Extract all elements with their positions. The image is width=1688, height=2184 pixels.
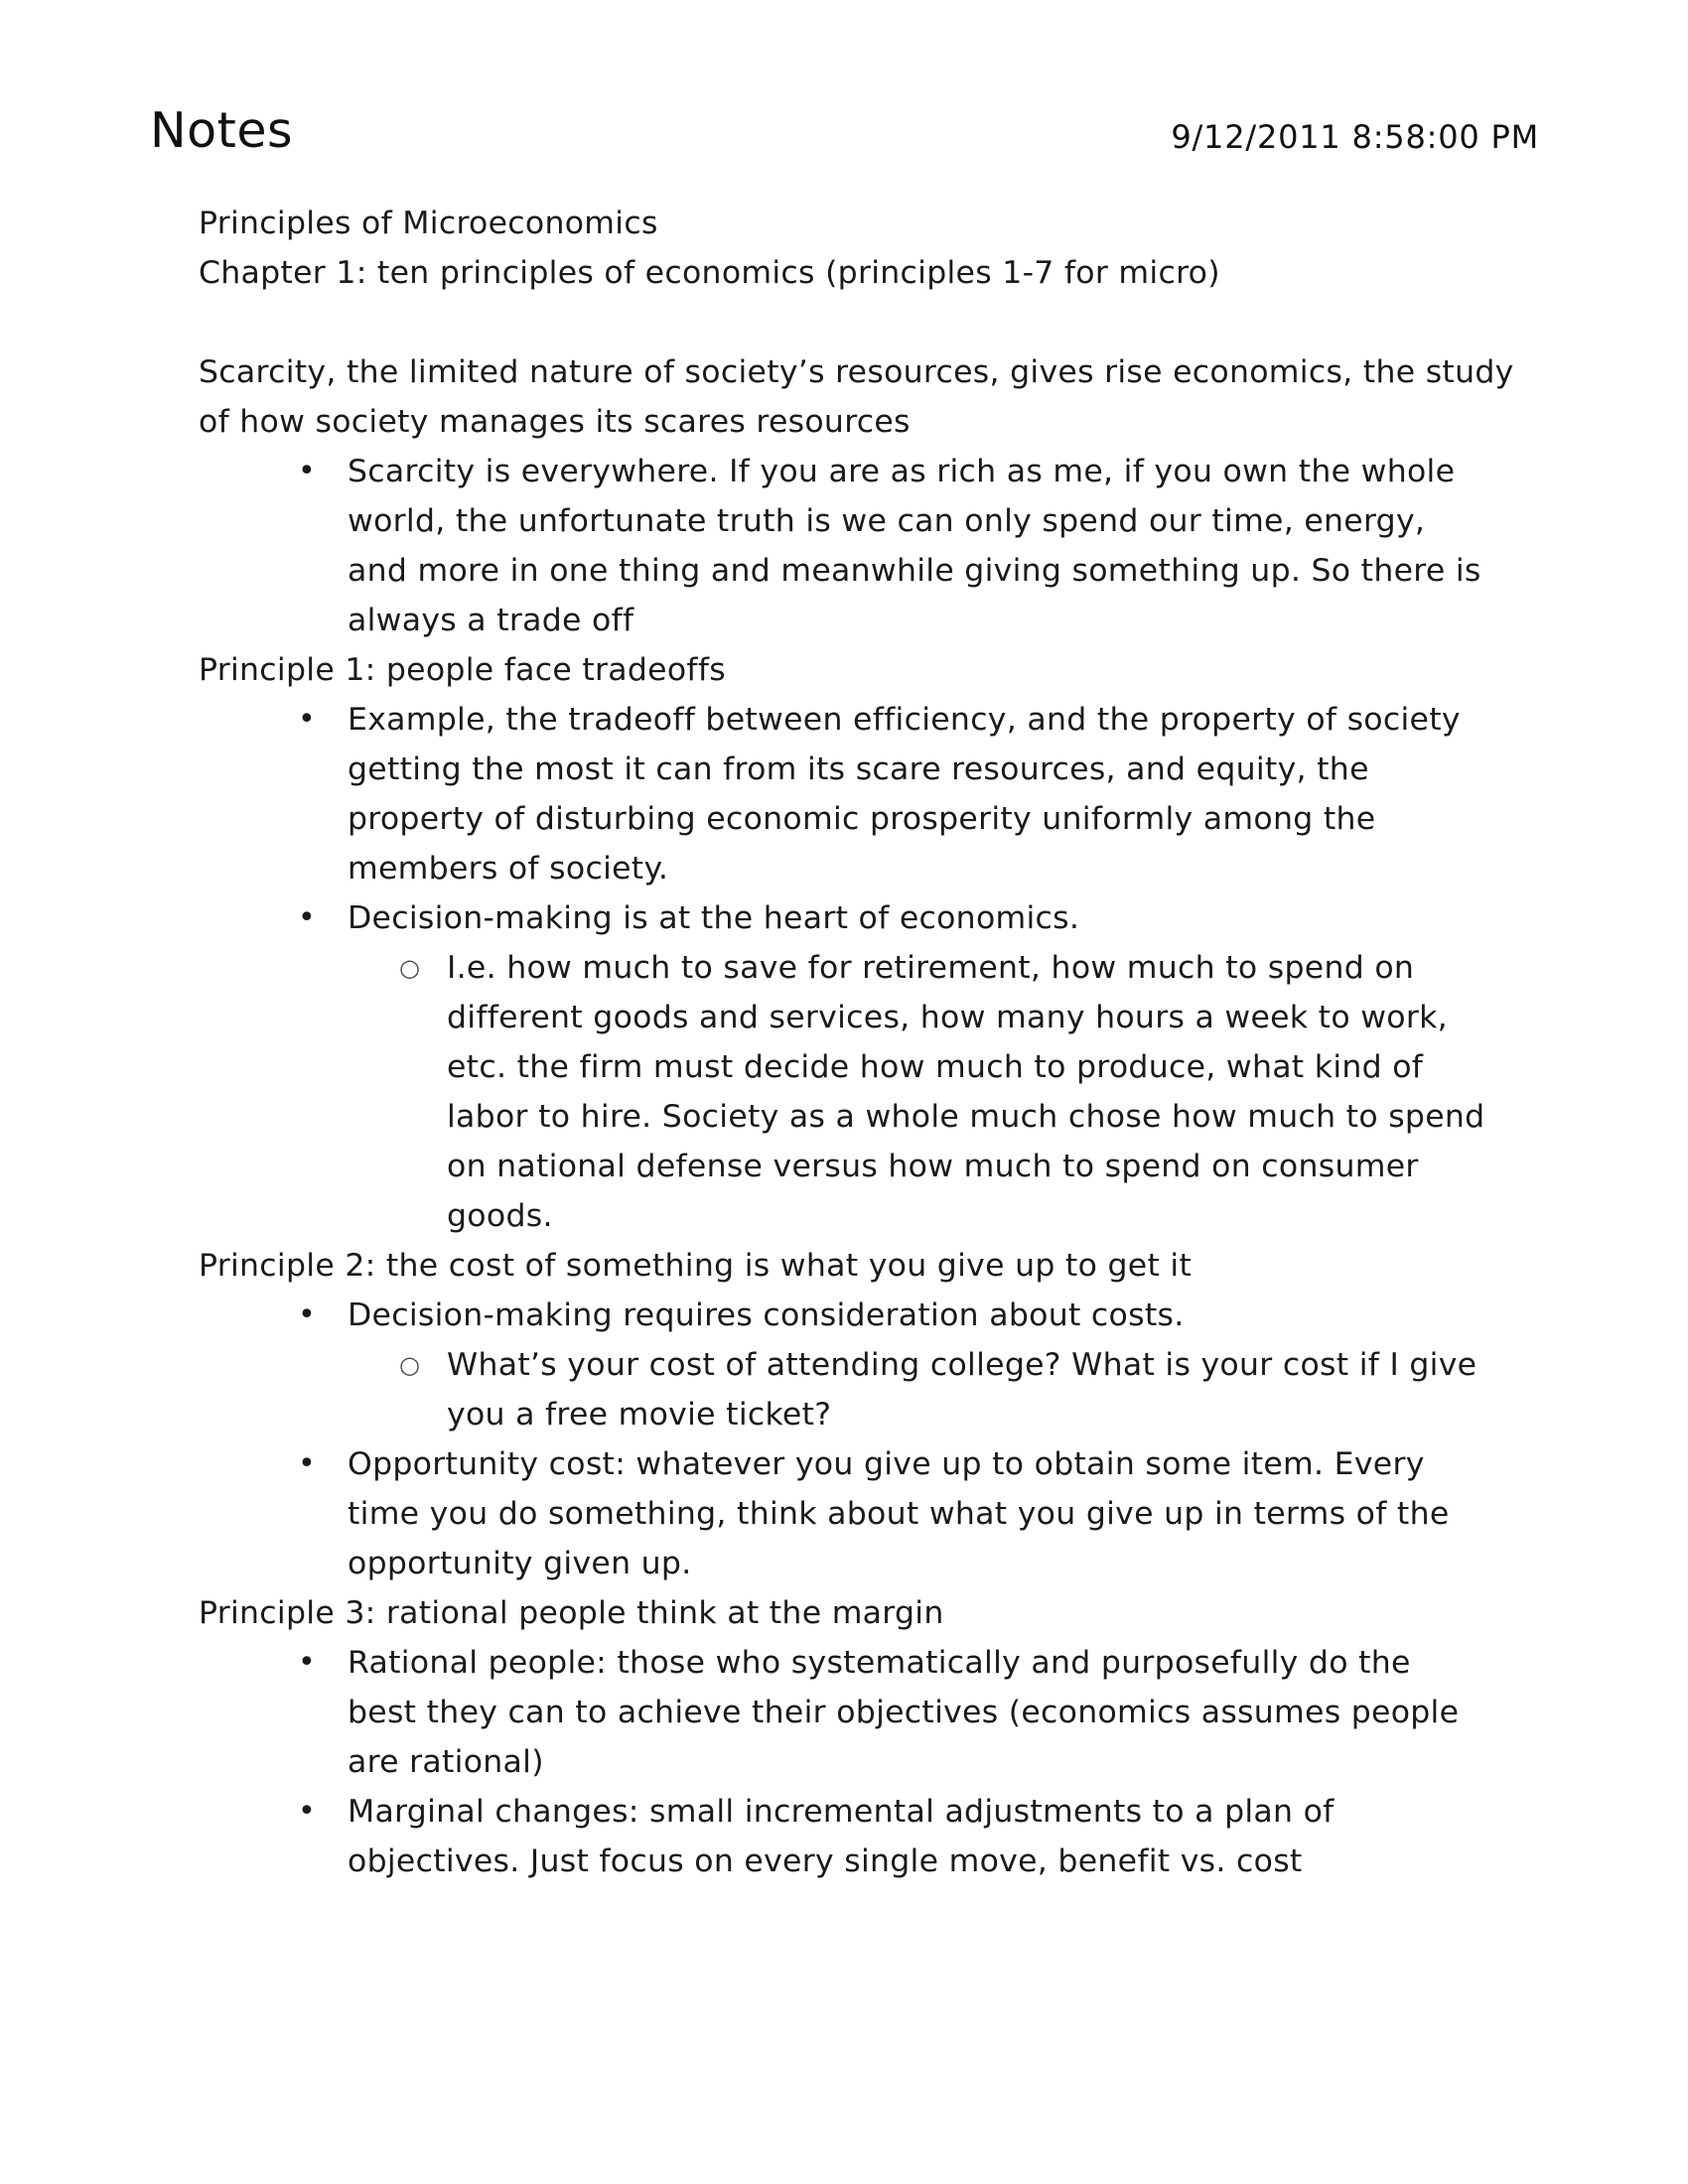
principle-1-heading: Principle 1: people face tradeoffs xyxy=(199,652,726,688)
sub-list-item xyxy=(399,1340,1489,1439)
list-item-text: Decision-making requires consideration about costs. xyxy=(348,1297,1185,1333)
bullet-icon: • xyxy=(298,1794,316,1829)
notes-body xyxy=(199,199,1549,1886)
list-item xyxy=(298,893,1489,943)
bullet-icon: • xyxy=(298,1645,316,1680)
bullet-icon: • xyxy=(298,1297,316,1332)
intro-paragraph: Scarcity, the limited nature of society’s resources, gives rise economics, the study of how society manages its scares resources xyxy=(199,354,1514,440)
list-item xyxy=(298,1291,1489,1340)
list-item xyxy=(298,1638,1489,1787)
hollow-bullet-icon: ○ xyxy=(399,1351,421,1379)
hollow-bullet-icon: ○ xyxy=(399,954,421,982)
intro-bullet-list xyxy=(199,447,1549,645)
bullet-icon: • xyxy=(298,900,316,935)
list-item xyxy=(298,447,1489,645)
sub-list-item xyxy=(399,943,1489,1241)
bullet-icon: • xyxy=(298,454,316,488)
page-title: Notes xyxy=(150,102,294,159)
list-item-text: Example, the tradeoff between efficiency, and the property of society getting the most it can from its scare resources, and equity, the property of disturbing economic prosperity uniformly among the members of society. xyxy=(348,702,1461,887)
list-item-text: Rational people: those who systematically and purposefully do the best they can to achieve their objectives (economics assumes people are rational) xyxy=(348,1645,1460,1780)
sub-list-item-text: What’s your cost of attending college? What is your cost if I give you a free movie ticket? xyxy=(447,1347,1477,1433)
sub-list-item-text: I.e. how much to save for retirement, how much to spend on different goods and services, how many hours a week to work, etc. the firm must decide how much to produce, what kind of labor to hire. Society as a whole much chose how much to spend on national defense versus how much to spend on consumer goods. xyxy=(447,950,1485,1234)
list-item-text: Decision-making is at the heart of economics. xyxy=(348,900,1080,936)
list-item xyxy=(298,1787,1489,1886)
bullet-icon: • xyxy=(298,1446,316,1481)
chapter-title: Chapter 1: ten principles of economics (principles 1-7 for micro) xyxy=(199,255,1220,291)
page-timestamp: 9/12/2011 8:58:00 PM xyxy=(1171,118,1539,156)
blank-line xyxy=(199,298,1549,347)
list-item xyxy=(298,695,1489,893)
principle-2-bullet-list xyxy=(199,1291,1549,1588)
principle-1-bullet-list xyxy=(199,695,1549,1241)
principle-2-heading: Principle 2: the cost of something is what you give up to get it xyxy=(199,1248,1193,1284)
page-header xyxy=(150,99,1539,169)
bullet-icon: • xyxy=(298,702,316,737)
principle-3-bullet-list xyxy=(199,1638,1549,1886)
principle-3-heading: Principle 3: rational people think at the margin xyxy=(199,1595,944,1631)
list-item-text: Opportunity cost: whatever you give up to obtain some item. Every time you do something, think about what you give up in terms of the opportunity given up. xyxy=(348,1446,1450,1581)
list-item-text: Scarcity is everywhere. If you are as rich as me, if you own the whole world, the unfortunate truth is we can only spend our time, energy, and more in one thing and meanwhile giving something up. So there is always a trade off xyxy=(348,454,1481,638)
list-item-text: Marginal changes: small incremental adjustments to a plan of objectives. Just focus on every single move, benefit vs. cost xyxy=(348,1794,1335,1879)
course-title: Principles of Microeconomics xyxy=(199,205,658,241)
list-item xyxy=(298,1439,1489,1588)
